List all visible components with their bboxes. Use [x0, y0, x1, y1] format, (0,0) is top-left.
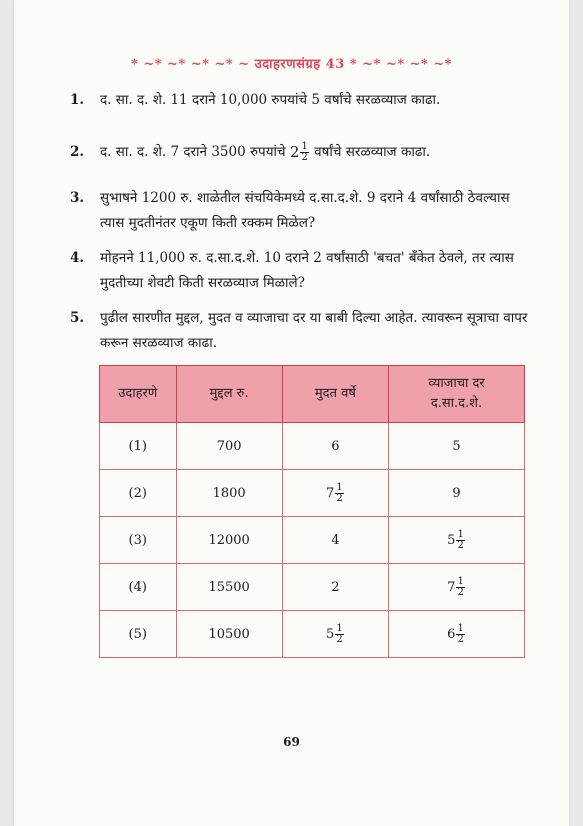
question-text: द. सा. द. शे. 11 दराने 10,000 रुपयांचे 5 वर्षांचे सरळव्याज काढा.: [100, 92, 441, 108]
data-table: [99, 365, 525, 658]
question-text-before: द. सा. द. शे. 7 दराने 3500 रुपयांचे: [100, 144, 286, 160]
fraction-numerator: 1: [336, 622, 343, 634]
table-header-row: [100, 366, 525, 423]
whole-number: 7: [447, 579, 456, 595]
section-header: * ~* ~* ~* ~* ~ उदाहरणसंग्रह 43 * ~* ~* ~* ~*: [131, 57, 452, 72]
cell-rate: [389, 564, 525, 611]
fraction-denominator: 2: [336, 492, 343, 504]
question-number: 2.: [70, 144, 85, 160]
whole-number: 4: [331, 532, 340, 548]
question-text: पुढील सारणीत मुद्दल, मुदत व व्याजाचा दर या बाबी दिल्या आहेत. त्यावरून सूत्राचा वापर करून सरळव्याज काढा.: [100, 310, 528, 351]
question-number: 5.: [70, 310, 85, 326]
whole-number: 2: [331, 579, 340, 595]
table-row: [100, 611, 525, 658]
table-body: [100, 423, 525, 658]
textbook-page: [14, 0, 569, 826]
fraction-denominator: 2: [457, 539, 464, 551]
question-number: 4.: [70, 250, 85, 266]
question-text-after: वर्षांचे सरळव्याज काढा.: [314, 144, 431, 160]
fraction-numerator: 1: [457, 528, 464, 540]
col-header-duration: मुदत वर्षे: [282, 366, 388, 423]
cell-example: (3): [100, 517, 177, 564]
whole-number: 9: [452, 485, 461, 501]
table-row: [100, 564, 525, 611]
whole-number: 6: [331, 438, 340, 454]
cell-example: (2): [100, 470, 177, 517]
cell-duration: [282, 611, 388, 658]
fraction-denominator: 2: [301, 152, 308, 163]
cell-principal: 15500: [176, 564, 282, 611]
table-row: [100, 423, 525, 470]
question-text: सुभाषने 1200 रु. शाळेतील संचयिकेमध्ये द.सा.द.शे. 9 दराने 4 वर्षांसाठी ठेवल्यास त्यास मुदतीनंतर एकूण किती रक्कम मिळेल?: [100, 190, 510, 231]
cell-duration: [282, 470, 388, 517]
cell-example: (1): [100, 423, 177, 470]
fraction-numerator: 1: [457, 575, 464, 587]
cell-duration: [282, 517, 388, 564]
cell-principal: 700: [176, 423, 282, 470]
cell-rate: [389, 470, 525, 517]
col-header-rate-line2: द.सा.द.शे.: [430, 396, 483, 411]
question-number: 1.: [70, 92, 85, 108]
cell-example: (4): [100, 564, 177, 611]
fraction: [456, 624, 464, 645]
table-row: [100, 470, 525, 517]
whole-number: 6: [447, 626, 456, 642]
page-number: 69: [283, 735, 300, 749]
fraction: [456, 577, 464, 598]
question-text: मोहनने 11,000 रु. द.सा.द.शे. 10 दराने 2 वर्षांसाठी 'बचत' बँकेत ठेवले, तर त्यास मुदतीच्या शेवटी किती सरळव्याज मिळाले?: [100, 250, 514, 291]
col-header-rate-line1: व्याजाचा दर: [428, 376, 485, 391]
cell-duration: [282, 423, 388, 470]
fraction: [300, 142, 308, 163]
fraction-numerator: 1: [301, 141, 308, 152]
cell-rate: [389, 517, 525, 564]
whole-number: 7: [326, 485, 335, 501]
table-row: [100, 517, 525, 564]
fraction: [335, 624, 343, 645]
fraction-numerator: 1: [457, 622, 464, 634]
cell-duration: [282, 564, 388, 611]
cell-example: (5): [100, 611, 177, 658]
mixed-fraction-whole: 2: [289, 143, 300, 161]
question-text: [100, 140, 530, 165]
whole-number: 5: [447, 532, 456, 548]
fraction: [335, 483, 343, 504]
cell-principal: 12000: [176, 517, 282, 564]
fraction: [456, 530, 464, 551]
col-header-rate: [389, 366, 525, 423]
fraction-numerator: 1: [336, 481, 343, 493]
whole-number: 5: [326, 626, 335, 642]
col-header-examples: उदाहरणे: [100, 366, 177, 423]
cell-rate: [389, 611, 525, 658]
cell-rate: [389, 423, 525, 470]
question-number: 3.: [70, 190, 85, 206]
fraction-denominator: 2: [336, 633, 343, 645]
whole-number: 5: [452, 438, 461, 454]
cell-principal: 1800: [176, 470, 282, 517]
cell-principal: 10500: [176, 611, 282, 658]
col-header-principal: मुद्दल रु.: [176, 366, 282, 423]
fraction-denominator: 2: [457, 586, 464, 598]
fraction-denominator: 2: [457, 633, 464, 645]
